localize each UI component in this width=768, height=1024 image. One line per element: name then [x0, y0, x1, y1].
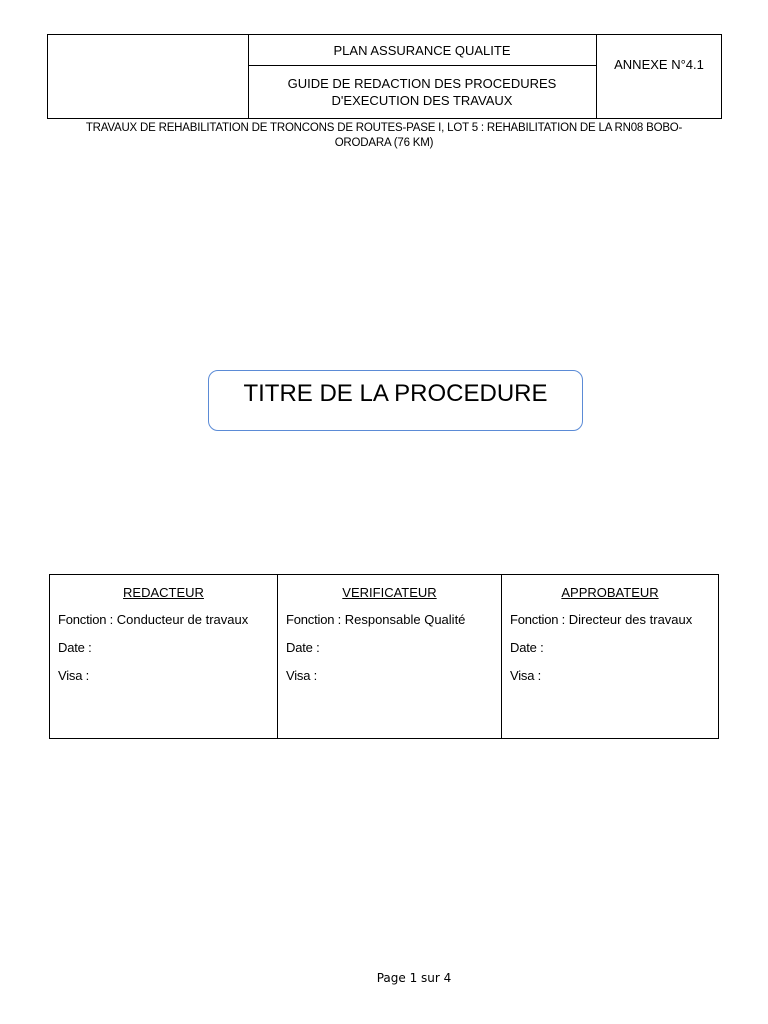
- procedure-title: TITRE DE LA PROCEDURE: [208, 370, 583, 431]
- project-title-line2: ORODARA (76 KM): [334, 137, 434, 149]
- page-number: Page 1 sur 4: [376, 971, 452, 985]
- guide-title-line2: D'EXECUTION DES TRAVAUX: [331, 93, 513, 108]
- fonction-row: [510, 612, 710, 640]
- fonction-row: [286, 612, 493, 640]
- guide-title: [248, 66, 596, 118]
- date-label: Date :: [510, 640, 544, 655]
- header-title-cell: [248, 35, 597, 118]
- visa-label: Visa :: [58, 668, 90, 683]
- project-title: [50, 121, 718, 151]
- annexe-number: ANNEXE N°4.1: [614, 57, 704, 72]
- role-header: APPROBATEUR: [561, 585, 659, 600]
- header-logo-cell: [48, 35, 249, 118]
- visa-label: Visa :: [286, 668, 318, 683]
- signature-column-approbateur: [501, 575, 718, 738]
- visa-label: Visa :: [510, 668, 542, 683]
- role-header: REDACTEUR: [123, 585, 204, 600]
- fonction-value: Directeur des travaux: [568, 612, 693, 627]
- header-annexe-cell: [597, 35, 721, 118]
- fonction-label: Fonction :: [510, 612, 566, 627]
- signature-table: [49, 574, 719, 739]
- date-label: Date :: [58, 640, 92, 655]
- header-table: [47, 34, 722, 119]
- guide-title-line1: GUIDE DE REDACTION DES PROCEDURES: [287, 76, 557, 91]
- signature-column-redacteur: [50, 575, 277, 738]
- fonction-value: Responsable Qualité: [344, 612, 466, 627]
- project-title-line1: TRAVAUX DE REHABILITATION DE TRONCONS DE ROUTES-PASE I, LOT 5 : REHABILITATION DE LA RN08 BOBO-: [85, 122, 683, 134]
- plan-title: PLAN ASSURANCE QUALITE: [248, 35, 596, 66]
- fonction-value: Conducteur de travaux: [116, 612, 249, 627]
- fonction-label: Fonction :: [58, 612, 114, 627]
- signature-column-verificateur: [277, 575, 501, 738]
- fonction-label: Fonction :: [286, 612, 342, 627]
- role-header: VERIFICATEUR: [342, 585, 437, 600]
- fonction-row: [58, 612, 269, 640]
- date-label: Date :: [286, 640, 320, 655]
